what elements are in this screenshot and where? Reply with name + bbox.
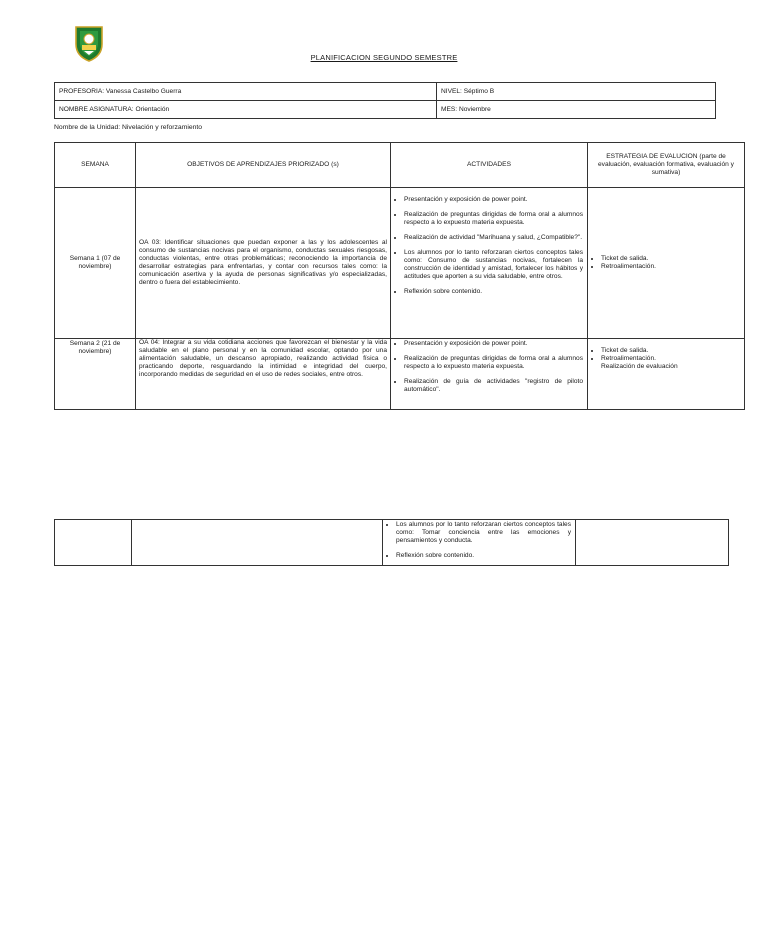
month-cell: MES: Noviembre xyxy=(437,101,716,119)
info-row xyxy=(55,83,716,101)
activity-item: • Realización de actividad "Marihuana y salud, ¿Compatible?". xyxy=(404,234,583,242)
evaluation-item: • Retroalimentación. xyxy=(601,355,740,363)
evaluation-item: Realización de evaluación xyxy=(601,363,678,370)
activity-item: • Presentación y exposición de power point. xyxy=(404,196,583,204)
level-cell: NIVEL: Séptimo B xyxy=(437,83,716,101)
header-activities: ACTIVIDADES xyxy=(391,143,588,188)
info-row xyxy=(55,101,716,119)
objective-cell: OA 04: Integrar a su vida cotidiana acciones que favorezcan el bienestar y la vida saludable en el plano personal y en la comunidad escolar, optando por una alimentación saludable, un descanso apropiado, realizando actividad física o practicando deporte, resguardando la intimidad e integridad del cuerpo, incorporando medidas de seguridad en el uso de redes sociales, entre otros. xyxy=(136,339,391,410)
objective-cell xyxy=(132,520,383,566)
activities-cell xyxy=(391,188,588,339)
week-cell xyxy=(55,520,132,566)
activity-item: • Los alumnos por lo tanto reforzaran ciertos conceptos tales como: Tomar conciencia entre las emociones y pensamientos y conducta. xyxy=(396,521,571,545)
document-title: PLANIFICACION SEGUNDO SEMESTRE xyxy=(310,53,458,62)
header-row xyxy=(55,143,745,188)
table-row xyxy=(55,520,729,566)
activity-item: • Realización de preguntas dirigidas de forma oral a alumnos respecto a lo expuesto materia expuesta. xyxy=(404,355,583,371)
continuation-table xyxy=(54,519,729,566)
evaluation-item: • Ticket de salida. xyxy=(601,347,740,355)
header-objectives: OBJETIVOS DE APRENDIZAJES PRIORIZADO (s) xyxy=(136,143,391,188)
activities-cell xyxy=(383,520,576,566)
evaluation-cell xyxy=(588,339,745,410)
activities-cell xyxy=(391,339,588,410)
evaluation-cell xyxy=(576,520,729,566)
activity-item: • Reflexión sobre contenido. xyxy=(396,552,571,560)
unit-name: Nombre de la Unidad: Nivelación y reforzamiento xyxy=(54,124,203,131)
activity-item: • Realización de guía de actividades "registro de piloto automático". xyxy=(404,378,583,394)
activity-item: • Realización de preguntas dirigidas de forma oral a alumnos respecto a lo expuesto materia expuesta. xyxy=(404,211,583,227)
evaluation-item: • Retroalimentación. xyxy=(601,263,740,271)
objective-cell: OA 03: Identificar situaciones que puedan exponer a las y los adolescentes al consumo de sustancias nocivas para el organismo, conductas sexuales riesgosas, conductas violentas, entre otras problemáticas; reconociendo la importancia de desarrollar estrategias para enfrentarlas, y contar con recursos tales como: la comunicación asertiva y la ayuda de personas significativas y/o especializadas, dentro o fuera del establecimiento. xyxy=(136,188,391,339)
evaluation-cell xyxy=(588,188,745,339)
header-evaluation: ESTRATEGIA DE EVALUCION (parte de evaluación, evaluación formativa, evaluación y sumativa) xyxy=(588,143,745,188)
activity-item: • Presentación y exposición de power point. xyxy=(404,340,583,348)
info-table xyxy=(54,82,716,119)
week-cell: Semana 1 (07 de noviembre) xyxy=(55,188,136,339)
subject-cell: NOMBRE ASIGNATURA: Orientación xyxy=(55,101,437,119)
activity-item: • Los alumnos por lo tanto reforzaran ciertos conceptos tales como: Consumo de sustancias nocivas, fortalecen la construcción de identidad y amistad, fortalecer los hábitos y actitudes que aporten a su vida saludable, entre otros. xyxy=(404,249,583,281)
evaluation-item: • Ticket de salida. xyxy=(601,255,740,263)
table-row xyxy=(55,339,745,410)
week-cell: Semana 2 (21 de noviembre) xyxy=(55,339,136,410)
header-week: SEMANA xyxy=(55,143,136,188)
planning-table xyxy=(54,142,745,410)
teacher-cell: PROFESORIA: Vanessa Castelbo Guerra xyxy=(55,83,437,101)
table-row xyxy=(55,188,745,339)
activity-item: • Reflexión sobre contenido. xyxy=(404,288,583,296)
